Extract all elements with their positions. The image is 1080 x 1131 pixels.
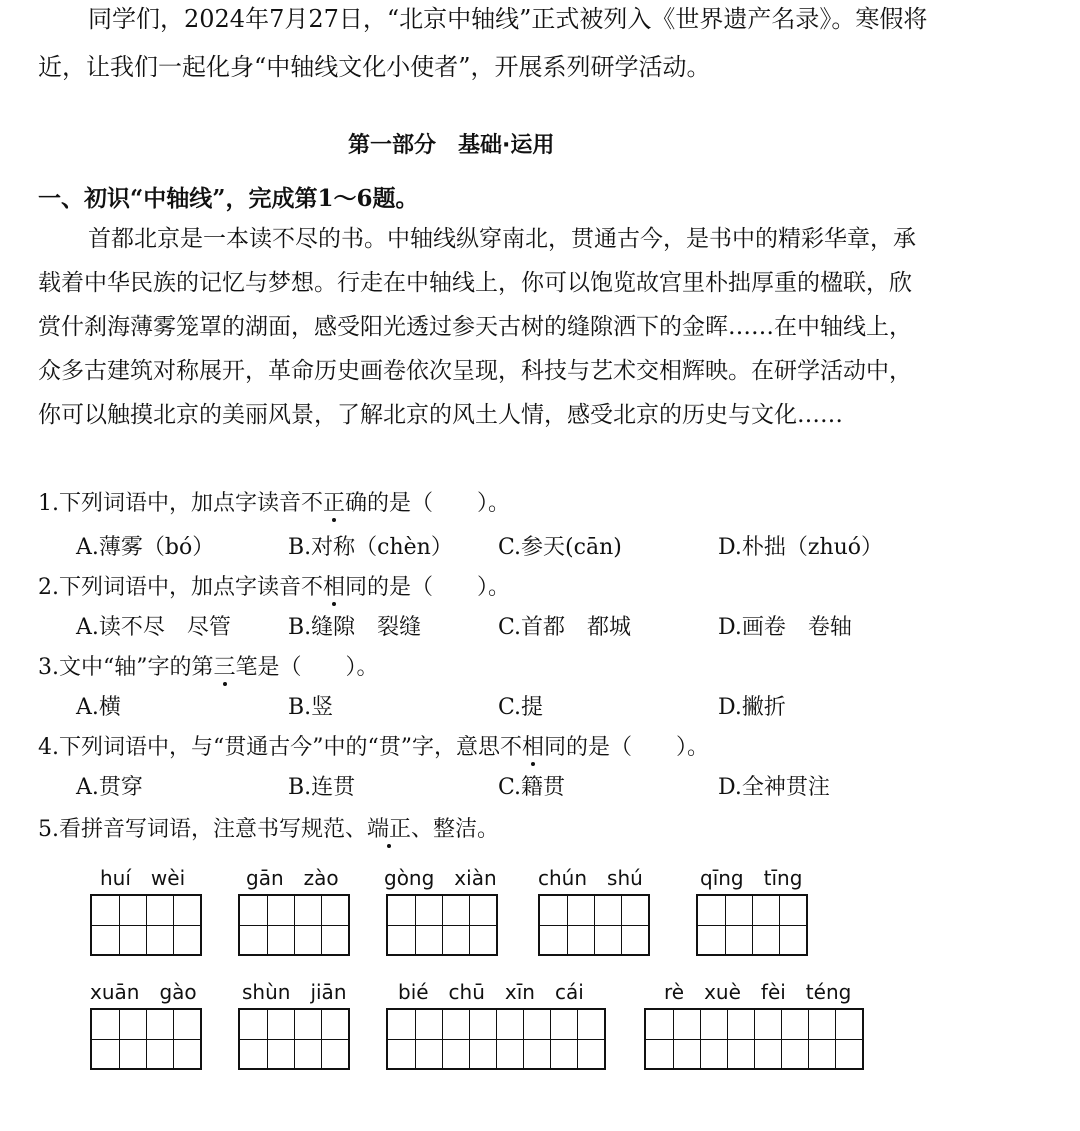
question-4-stem: 4.下列词语中，与“贯通古今”中的“贯”字，意思 <box>38 735 500 760</box>
q2-option-c: C.首都 都城 <box>498 615 632 640</box>
question-2 <box>38 570 510 601</box>
pinyin-7: shùn jiān <box>242 980 347 1004</box>
pinyin-6: xuān gào <box>90 980 197 1004</box>
q4-option-c: C.籍贯 <box>498 775 566 800</box>
question-5-stem: 5.看拼音写词语，注意书写 <box>38 817 301 842</box>
intro-line-2: 近，让我们一起化身“中轴线文化小使者”，开展系列研学活动。 <box>38 53 711 81</box>
q3-option-c: C.提 <box>498 695 544 720</box>
writing-grid-4[interactable] <box>538 894 650 956</box>
pinyin-2: gān zào <box>246 866 339 890</box>
section-title: 第一部分 基础·运用 <box>348 133 555 158</box>
q2-option-d: D.画卷 卷轴 <box>718 615 852 640</box>
writing-grid-1[interactable] <box>90 894 202 956</box>
question-2-blank: 的是（ ）。 <box>367 575 511 600</box>
writing-grid-9[interactable] <box>644 1008 864 1070</box>
question-4 <box>38 730 709 761</box>
intro-line-1: 同学们，2024年7月27日，“北京中轴线”正式被列入《世界遗产名录》。寒假将 <box>88 5 928 33</box>
pinyin-8: bié chū xīn cái <box>398 980 584 1004</box>
question-3 <box>38 650 379 681</box>
q3-option-a: A.横 <box>76 695 121 720</box>
writing-grid-7[interactable] <box>238 1008 350 1070</box>
writing-grid-8[interactable] <box>386 1008 606 1070</box>
q4-option-a: A.贯穿 <box>76 775 143 800</box>
q2-option-b: B.缝隙 裂缝 <box>288 615 422 640</box>
q3-option-d: D.撇折 <box>718 695 786 720</box>
question-1-blank: 的是（ ）。 <box>367 491 511 516</box>
question-4-blank: 的是（ ）。 <box>566 735 710 760</box>
question-1-stem: 1.下列词语中，加点字读音 <box>38 491 301 516</box>
writing-grid-2[interactable] <box>238 894 350 956</box>
passage-line-1: 首都北京是一本读不尽的书。中轴线纵穿南北，贯通古今，是书中的精彩华章，承 <box>88 226 916 252</box>
question-5 <box>38 812 499 843</box>
question-1-emphasis: 不正确 <box>301 491 368 516</box>
question-2-stem: 2.下列词语中，加点字读音 <box>38 575 301 600</box>
pinyin-3: gòng xiàn <box>384 866 497 890</box>
q4-option-d: D.全神贯注 <box>718 775 830 800</box>
q1-option-a: A.薄雾（bó） <box>76 535 215 560</box>
passage-line-2: 载着中华民族的记忆与梦想。行走在中轴线上，你可以饱览故宫里朴拙厚重的楹联，欣 <box>38 270 912 296</box>
question-2-emphasis: 不相同 <box>301 575 368 600</box>
question-3-stem: 3.文中“轴”字的 <box>38 655 192 680</box>
q1-option-d: D.朴拙（zhuó） <box>718 535 884 560</box>
q1-option-b: B.对称（chèn） <box>288 535 453 560</box>
part-one-title: 一、初识“中轴线”，完成第1～6题。 <box>38 185 419 212</box>
question-5-emphasis: 规范、端正、整洁 <box>301 817 478 842</box>
writing-grid-3[interactable] <box>386 894 498 956</box>
q3-option-b: B.竖 <box>288 695 334 720</box>
passage-line-4: 众多古建筑对称展开，革命历史画卷依次呈现，科技与艺术交相辉映。在研学活动中， <box>38 358 912 384</box>
writing-grid-5[interactable] <box>696 894 808 956</box>
q1-option-c: C.参天(cān) <box>498 535 622 560</box>
passage-line-5: 你可以触摸北京的美丽风景，了解北京的风土人情，感受北京的历史与文化…… <box>38 402 843 428</box>
question-1 <box>38 486 510 517</box>
pinyin-9: rè xuè fèi téng <box>664 980 852 1004</box>
pinyin-1: huí wèi <box>100 866 186 890</box>
question-5-end: 。 <box>477 817 500 842</box>
passage-line-3: 赏什刹海薄雾笼罩的湖面，感受阳光透过参天古树的缝隙洒下的金晖……在中轴线上， <box>38 314 912 340</box>
pinyin-4: chún shú <box>538 866 643 890</box>
question-4-emphasis: 不相同 <box>499 735 566 760</box>
writing-grid-6[interactable] <box>90 1008 202 1070</box>
q4-option-b: B.连贯 <box>288 775 356 800</box>
pinyin-5: qīng tīng <box>700 866 803 890</box>
question-3-blank: 是（ ）。 <box>257 655 379 680</box>
question-3-emphasis: 第三笔 <box>191 655 258 680</box>
q2-option-a: A.读不尽 尽管 <box>76 615 231 640</box>
